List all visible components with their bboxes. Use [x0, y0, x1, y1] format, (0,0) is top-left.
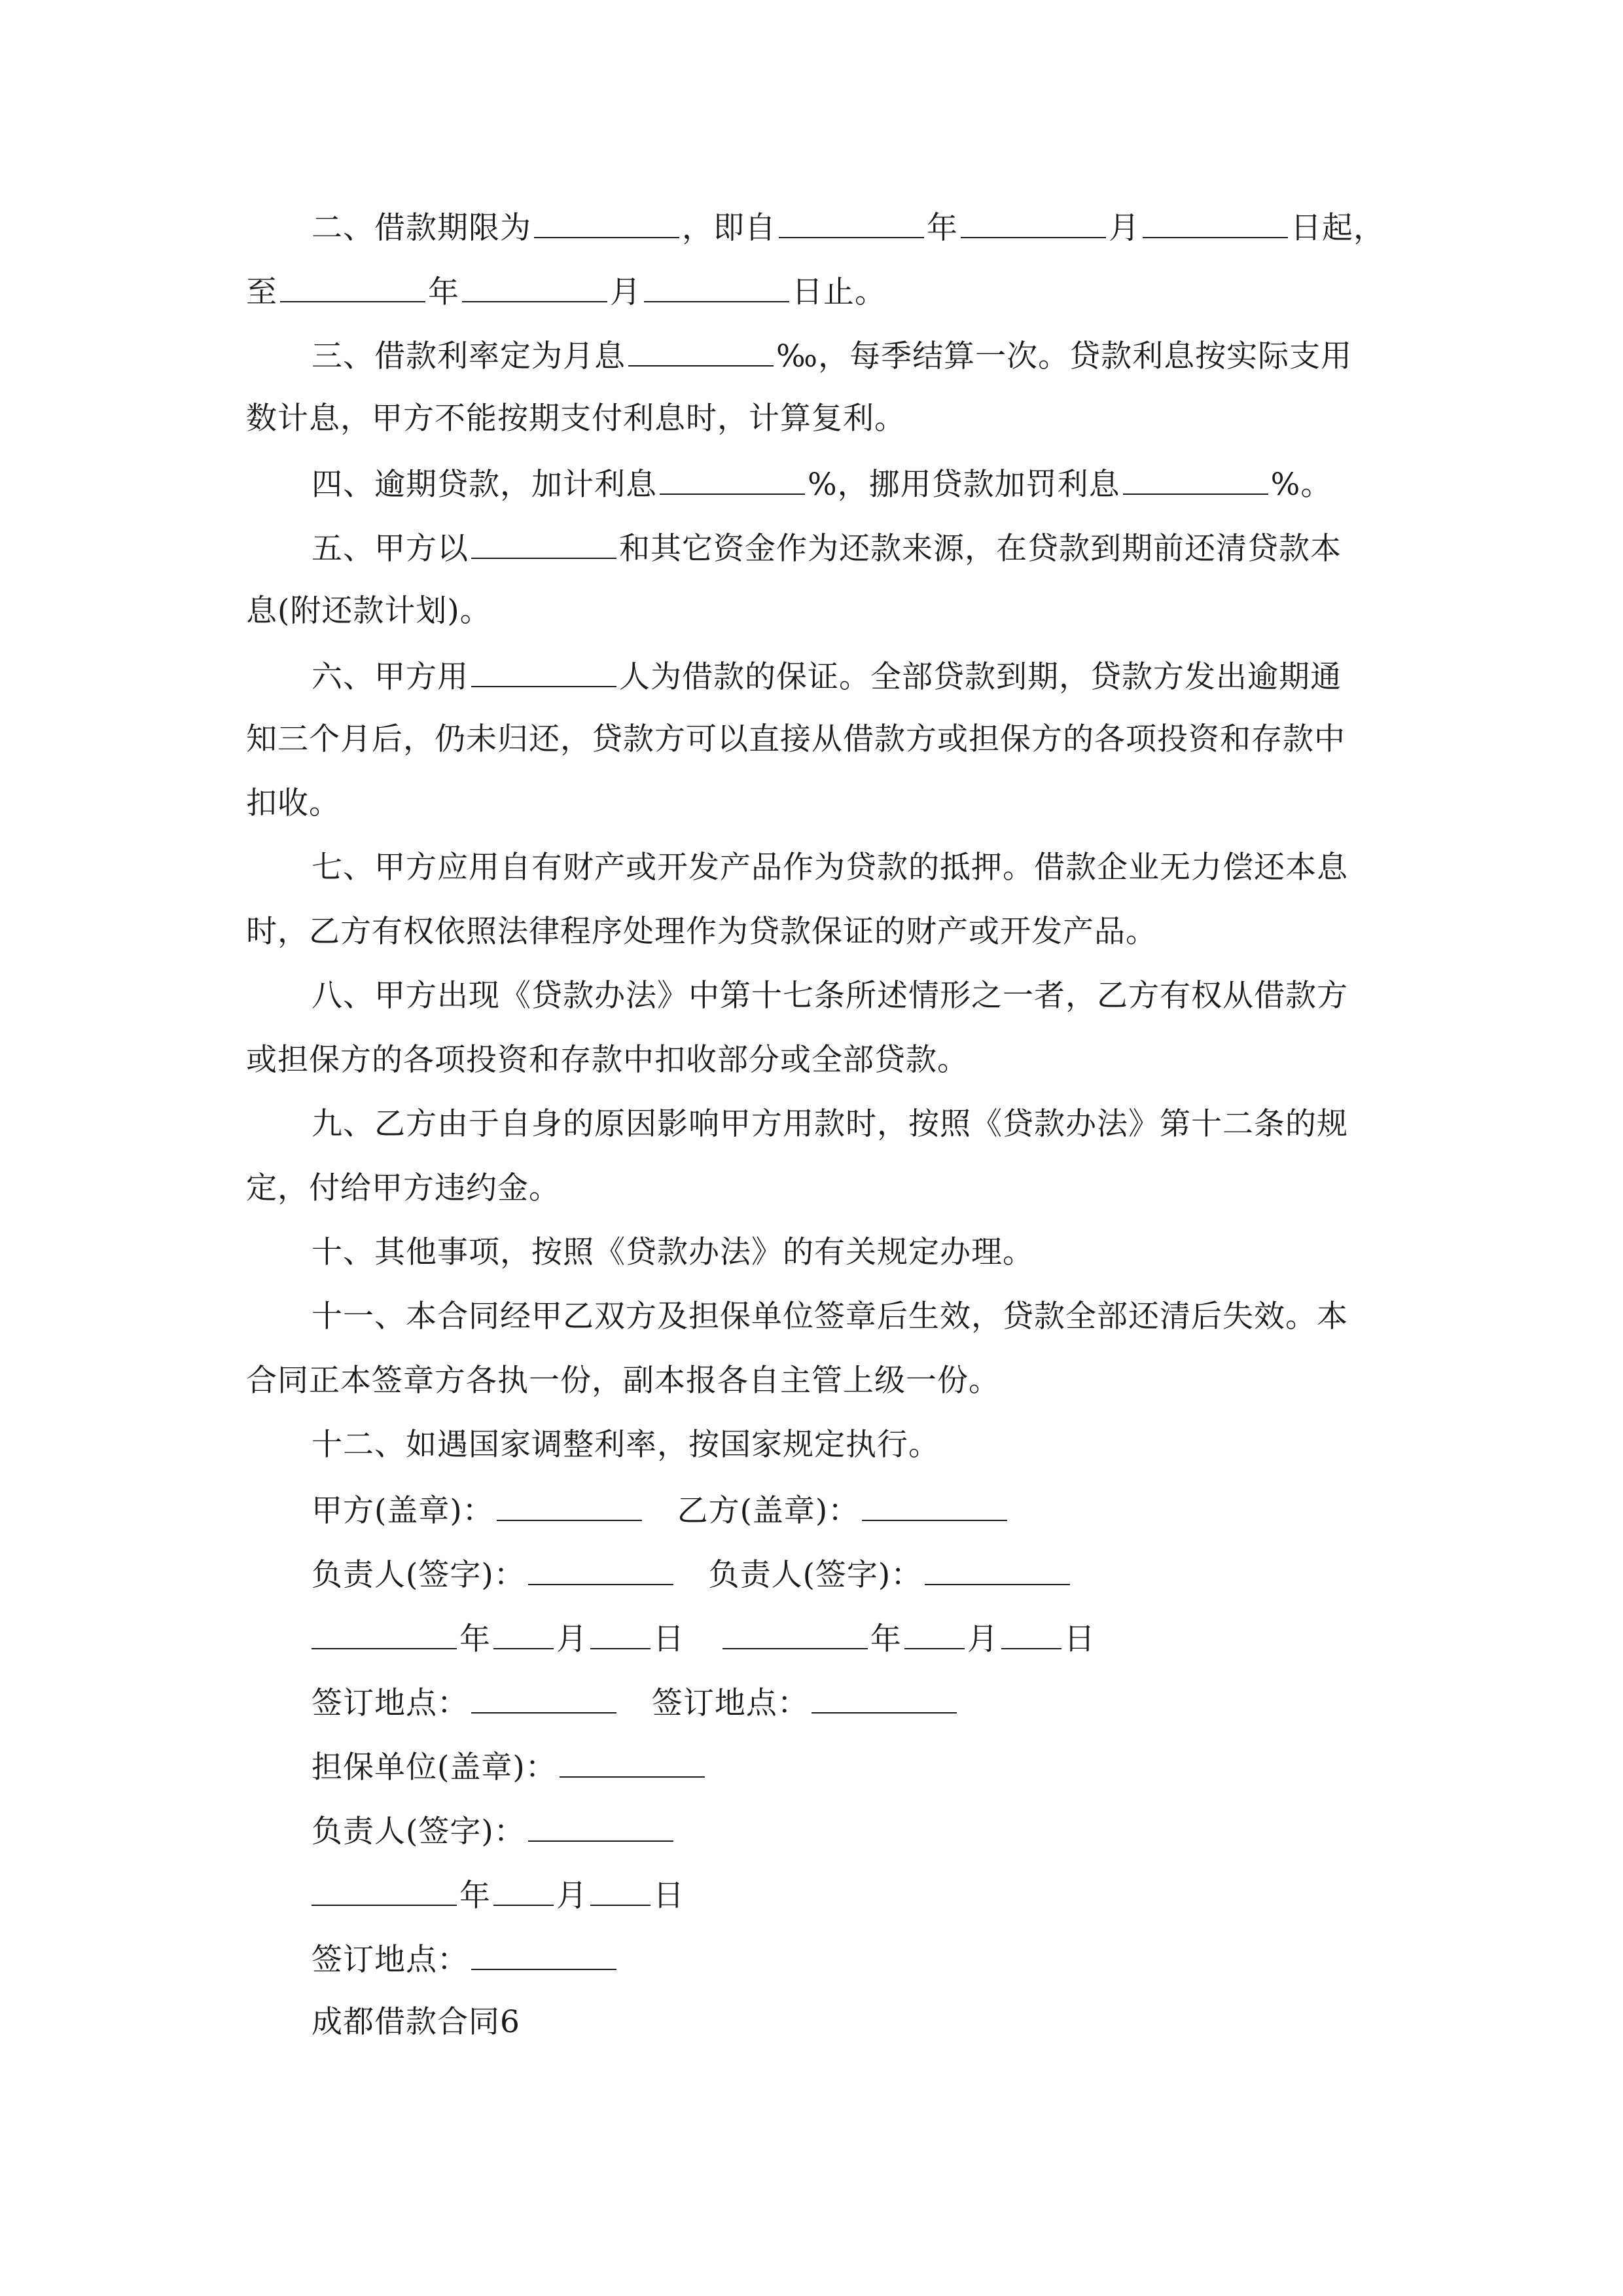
party-a-place-field[interactable]	[471, 1686, 616, 1713]
clause-2-line1	[312, 210, 1385, 246]
guarantor-date-row	[312, 1878, 685, 1914]
clause-11-line2: 合同正本签章方各执一份，副本报各自主管上级一份。	[246, 1363, 1000, 1399]
guarantor-place-label: 签订地点：	[312, 1942, 469, 1978]
text: 日止。	[792, 274, 886, 310]
party-a-principal-field[interactable]	[528, 1558, 673, 1585]
clause-2-line2	[246, 275, 886, 308]
party-b-principal-field[interactable]	[925, 1558, 1070, 1585]
party-a-seal-field[interactable]	[497, 1494, 642, 1521]
text: 年	[428, 274, 459, 310]
clause-9-line1: 九、乙方由于自身的原因影响甲方用款时，按照《贷款办法》第十二条的规	[312, 1106, 1348, 1142]
next-document-title: 成都借款合同6	[312, 2004, 520, 2040]
party-b-principal-label: 负责人(签字)：	[708, 1557, 923, 1593]
party-a-year-field[interactable]	[312, 1622, 457, 1649]
clause-12-line1: 十二、如遇国家调整利率，按国家规定执行。	[312, 1427, 940, 1463]
blank-field[interactable]	[779, 211, 924, 238]
signature-date-row	[312, 1622, 1096, 1655]
party-a-seal-label: 甲方(盖章)：	[312, 1493, 494, 1529]
month-label: 月	[556, 1621, 588, 1657]
clause-6-line1	[312, 659, 1342, 695]
blank-field[interactable]	[644, 275, 789, 302]
blank-field[interactable]	[280, 275, 425, 302]
guarantor-seal-field[interactable]	[560, 1750, 705, 1778]
party-b-seal-field[interactable]	[862, 1494, 1007, 1521]
blank-field[interactable]	[961, 211, 1106, 238]
text: 人为借款的保证。全部贷款到期，贷款方发出逾期通	[619, 659, 1342, 695]
day-label: 日	[653, 1621, 685, 1657]
party-b-place-label: 签订地点：	[651, 1685, 809, 1721]
clause-10-line1: 十、其他事项，按照《贷款办法》的有关规定办理。	[312, 1234, 1034, 1270]
guarantor-principal-label: 负责人(签字)：	[312, 1814, 526, 1850]
blank-field[interactable]	[1123, 467, 1268, 495]
guarantor-day-field[interactable]	[590, 1878, 651, 1906]
guarantor-seal-label: 担保单位(盖章)：	[312, 1749, 557, 1785]
party-b-year-field[interactable]	[722, 1622, 868, 1649]
clause-8-line1: 八、甲方出现《贷款办法》中第十七条所述情形之一者，乙方有权从借款方	[312, 978, 1348, 1014]
text: 二、借款期限为	[312, 210, 531, 246]
clause-4-line1	[312, 467, 1332, 503]
clause-5-line2: 息(附还款计划)。	[246, 593, 491, 629]
clause-7-line2: 时，乙方有权依照法律程序处理作为贷款保证的财产或开发产品。	[246, 914, 1157, 950]
party-b-seal-label: 乙方(盖章)：	[677, 1493, 860, 1529]
clause-5-line1	[312, 531, 1342, 567]
blank-field[interactable]	[471, 531, 616, 559]
blank-field[interactable]	[462, 275, 607, 302]
text: 年	[927, 210, 958, 246]
party-b-place-field[interactable]	[812, 1686, 957, 1713]
signature-place-row	[312, 1686, 959, 1719]
blank-field[interactable]	[534, 211, 679, 238]
month-label: 月	[556, 1878, 588, 1914]
text: %。	[1270, 467, 1332, 503]
guarantor-principal-row	[312, 1814, 676, 1850]
guarantor-seal-row	[312, 1750, 707, 1783]
text: 五、甲方以	[312, 531, 469, 567]
text: 日起，	[1291, 210, 1385, 246]
party-a-month-field[interactable]	[493, 1622, 554, 1649]
text: 六、甲方用	[312, 659, 469, 695]
party-b-day-field[interactable]	[1001, 1622, 1061, 1649]
clause-3-line1	[312, 339, 1352, 372]
clause-9-line2: 定，付给甲方违约金。	[246, 1170, 560, 1206]
guarantor-place-field[interactable]	[471, 1943, 616, 1970]
party-a-principal-label: 负责人(签字)：	[312, 1557, 526, 1593]
year-label: 年	[459, 1878, 491, 1914]
guarantor-principal-field[interactable]	[528, 1814, 673, 1842]
clause-3-line2: 数计息，甲方不能按期支付利息时，计算复利。	[246, 401, 906, 437]
signature-seal-row	[312, 1493, 1010, 1529]
text: ，即自	[682, 210, 776, 246]
blank-field[interactable]	[1143, 211, 1288, 238]
text: ‰，每季结算一次。贷款利息按实际支用	[776, 338, 1353, 374]
day-label: 日	[653, 1878, 685, 1914]
party-a-place-label: 签订地点：	[312, 1685, 469, 1721]
text: %，挪用贷款加罚利息	[808, 467, 1120, 503]
party-a-day-field[interactable]	[590, 1622, 651, 1649]
clause-7-line1: 七、甲方应用自有财产或开发产品作为贷款的抵押。借款企业无力偿还本息	[312, 850, 1348, 886]
day-label: 日	[1063, 1621, 1096, 1657]
guarantor-month-field[interactable]	[493, 1878, 554, 1906]
guarantor-year-field[interactable]	[312, 1878, 457, 1906]
blank-field[interactable]	[471, 660, 616, 687]
text: 三、借款利率定为月息	[312, 338, 626, 374]
blank-field[interactable]	[628, 339, 774, 367]
text: 月	[610, 274, 641, 310]
month-label: 月	[967, 1621, 999, 1657]
clause-8-line2: 或担保方的各项投资和存款中扣收部分或全部贷款。	[246, 1042, 969, 1078]
year-label: 年	[459, 1621, 491, 1657]
text: 四、逾期贷款，加计利息	[312, 467, 657, 503]
year-label: 年	[870, 1621, 902, 1657]
signature-principal-row	[312, 1557, 1073, 1593]
text: 至	[246, 274, 277, 310]
party-b-month-field[interactable]	[904, 1622, 965, 1649]
clause-6-line2: 知三个月后，仍未归还，贷款方可以直接从借款方或担保方的各项投资和存款中	[246, 721, 1346, 757]
guarantor-place-row	[312, 1942, 619, 1978]
blank-field[interactable]	[660, 467, 805, 495]
clause-11-line1: 十一、本合同经甲乙双方及担保单位签章后生效，贷款全部还清后失效。本	[312, 1299, 1348, 1335]
clause-6-line3: 扣收。	[246, 785, 340, 821]
text: 和其它资金作为还款来源，在贷款到期前还清贷款本	[619, 531, 1342, 567]
text: 月	[1109, 210, 1140, 246]
